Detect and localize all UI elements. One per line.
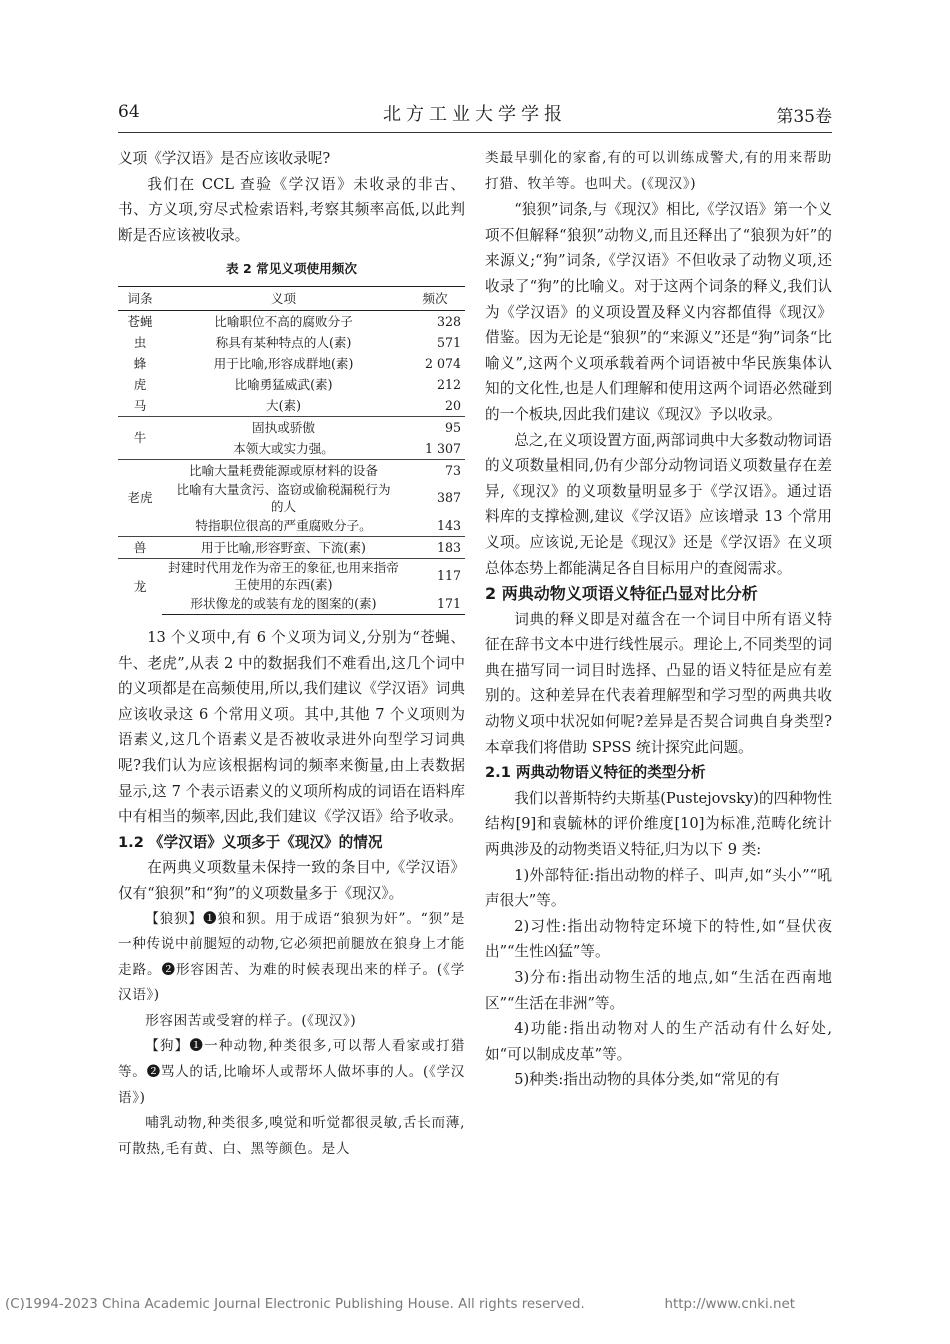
table-row — [118, 536, 465, 558]
table-header-cell: 词条 — [118, 286, 162, 310]
list-item: 3)分布:指出动物生活的地点,如“生活在西南地区”“生活在非洲”等。 — [485, 969, 832, 1012]
table-cell: 143 — [436, 517, 461, 533]
table-cell: 称具有某种特点的人(素) — [215, 334, 352, 350]
table-cell: 212 — [436, 376, 461, 392]
list-item: 4)功能:指出动物对人的生产活动有什么好处,如“可以制成皮革”等。 — [485, 1020, 832, 1063]
page-number: 64 — [118, 102, 140, 122]
table-cell: 大(素) — [265, 397, 301, 413]
dictionary-entry: 【狼狈】❶狼和狈。用于成语“狼狈为奸”。“狈”是一种传说中前腿短的动物,它必须把前腿放在狼身上才能走路。❷形容困苦、为难的时候表现出来的样子。(《学汉语》) — [118, 910, 465, 1004]
paragraph: 词典的释义即是对蕴含在一个词目中所有语义特征在辞书文本中进行线性展示。理论上,不同类型的词典在描写同一词目时选择、凸显的语义特征是应有差别的。这种差异在代表着理解型和学习型的两典共收动物义项中状况如何呢?差异是否契合词典自身类型?本章我们将借助 SPSS 统计探究此问题。 — [485, 610, 832, 756]
dictionary-entry: 哺乳动物,种类很多,嗅觉和听觉都很灵敏,舌长而薄,可散热,毛有黄、白、黑等颜色。是人 — [118, 1115, 465, 1157]
table-cell: 20 — [444, 397, 461, 413]
list-item: 1)外部特征:指出动物的样子、叫声,如“头小”“吼声很大”等。 — [485, 866, 832, 910]
table-cell: 马 — [133, 397, 147, 413]
table-cell: 牛 — [118, 416, 162, 459]
page-header — [118, 100, 832, 130]
table-cell: 571 — [436, 334, 461, 350]
table-cell: 2 074 — [424, 355, 461, 371]
frequency-table — [118, 286, 465, 615]
table-cell: 比喻大量耗费能源或原材料的设备 — [162, 459, 405, 481]
paragraph: 我们在 CCL 查验《学汉语》未收录的非古、书、方义项,穷尽式检索语料,考察其频率高低,以此判断是否应该被收录。 — [118, 175, 465, 244]
header-rule — [118, 132, 832, 133]
table-row — [118, 593, 465, 615]
table-cell: 比喻职位不高的腐败分子 — [214, 313, 353, 329]
table-cell: 183 — [405, 536, 465, 558]
list-item: 2)习性:指出动物特定环境下的特性,如“昼伏夜出”“生性凶猛”等。 — [485, 917, 832, 961]
table-cell: 95 — [405, 416, 465, 438]
table-cell: 比喻勇猛威武(素) — [234, 376, 333, 392]
table-cell: 特指职位很高的严重腐败分子。 — [195, 517, 372, 533]
left-column — [118, 146, 465, 1162]
table-cell: 形状像龙的或装有龙的图案的(素) — [162, 593, 405, 615]
paragraph: “狼狈”词条,与《现汉》相比,《学汉语》第一个义项不但解释“狼狈”动物义,而且还释出了“狼狈为奸”的来源义;“狗”词条,《学汉语》不但收录了动物义项,还收录了“狗”的比喻义。对于这两个词条的释义,我们认为《学汉语》的义项设置及释义内容都值得《现汉》借鉴。因为无论是“狼狈”的“来源义”还是“狗”词条“比喻义”,这两个义项承载着两个词语被中华民族集体认知的文化性,也是人们理解和使用这两个词语必然碰到的一个板块,因此我们建议《现汉》予以收录。 — [485, 201, 832, 423]
table-row — [118, 558, 465, 593]
table-cell: 用于比喻,形容成群地(素) — [213, 355, 354, 371]
table-cell: 117 — [405, 558, 465, 593]
table-cell: 固执或骄傲 — [162, 416, 405, 438]
table-cell: 387 — [436, 490, 461, 506]
footer — [5, 1297, 945, 1312]
table-row — [118, 416, 465, 438]
table-cell: 虫 — [133, 334, 147, 350]
table-header-row — [118, 286, 465, 310]
dictionary-entry: 【狗】❶一种动物,种类很多,可以帮人看家或打猎等。❷骂人的话,比喻坏人或帮坏人做坏事的人。(《学汉语》) — [118, 1038, 465, 1106]
section-heading: 1.2 《学汉语》义项多于《现汉》的情况 — [118, 833, 383, 851]
journal-title: 北方工业大学学报 — [383, 104, 567, 125]
table-cell: 龙 — [118, 558, 162, 614]
table-header-cell: 频次 — [405, 286, 465, 310]
paragraph: 在两典义项数量未保持一致的条目中,《学汉语》仅有“狼狈”和“狗”的义项数量多于《现汉》。 — [118, 859, 465, 902]
table-cell: 老虎 — [118, 459, 162, 536]
table-row — [118, 374, 465, 395]
table-caption: 表 2 常见义项使用频次 — [226, 261, 357, 277]
table-row — [118, 395, 465, 417]
table-cell: 用于比喻,形容野蛮、下流(素) — [162, 536, 405, 558]
paragraph: 总之,在义项设置方面,两部词典中大多数动物词语的义项数量相同,仍有少部分动物词语义项数量存在差异,《现汉》的义项数量明显多于《学汉语》。通过语料库的支撑检测,建议《学汉语》应该增录 13 个常用义项。应该说,无论是《现汉》还是《学汉语》在义项总体态势上都能满足各自目标用户的查阅需求。 — [485, 431, 832, 577]
table-cell: 封建时代用龙作为帝王的象征,也用来指帝王使用的东西(素) — [162, 558, 405, 593]
table-cell: 328 — [436, 313, 461, 329]
paragraph: 我们以普斯特约夫斯基(Pustejovsky)的四种物性结构[9]和袁毓林的评价维度[10]为标准,范畴化统计两典涉及的动物类语义特征,归为以下 9 类: — [485, 789, 832, 859]
table-row — [118, 515, 465, 537]
table-cell: 比喻有大量贪污、盗窃或偷税漏税行为的人 — [176, 481, 391, 514]
table-row — [118, 459, 465, 481]
website-link[interactable]: http://www.cnki.net — [664, 1297, 795, 1312]
right-column — [485, 146, 832, 1093]
table-cell: 虎 — [133, 376, 147, 392]
table-row — [118, 438, 465, 460]
table-row — [118, 332, 465, 353]
subsection-heading: 2.1 两典动物语义特征的类型分析 — [485, 764, 706, 782]
table-cell: 171 — [405, 593, 465, 615]
table-cell: 本领大或实力强。 — [233, 440, 334, 456]
copyright-notice: (C)1994-2023 China Academic Journal Electronic Publishing House. All rights reserved. — [5, 1297, 585, 1312]
volume-label: 第35卷 — [776, 107, 832, 127]
paragraph: 13 个义项中,有 6 个义项为词义,分别为“苍蝇、牛、老虎”,从表 2 中的数据我们不难看出,这几个词中的义项都是在高频使用,所以,我们建议《学汉语》词典应该收录这 6 个常用义项。其中,其他 7 个义项则为语素义,这几个语素义是否被收录进外向型学习词典呢?我们认为应该根据构词的频率来衡量,由上表数据显示,这 7 个表示语素义的义项所构成的词语在语料库中有相当的频率,因此,我们建议《学汉语》给予收录。 — [118, 628, 465, 826]
dictionary-entry: 类最早驯化的家畜,有的可以训练成警犬,有的用来帮助打猎、牧羊等。也叫犬。(《现汉》) — [485, 150, 832, 192]
table-cell: 73 — [405, 459, 465, 481]
table-header-cell: 义项 — [162, 286, 405, 310]
table-cell: 苍蝇 — [127, 313, 153, 329]
table-cell: 蜂 — [133, 355, 147, 371]
table-row — [118, 310, 465, 332]
section-heading: 2 两典动物义项语义特征凸显对比分析 — [485, 584, 758, 604]
table-cell: 1 307 — [424, 440, 461, 456]
table-row — [118, 353, 465, 374]
table-row — [118, 481, 465, 515]
list-item: 5)种类:指出动物的具体分类,如“常见的有 — [514, 1071, 780, 1089]
table-cell: 兽 — [118, 536, 162, 558]
dictionary-entry: 形容困苦或受窘的样子。(《现汉》) — [145, 1012, 357, 1029]
paragraph: 义项《学汉语》是否应该收录呢? — [118, 150, 331, 167]
